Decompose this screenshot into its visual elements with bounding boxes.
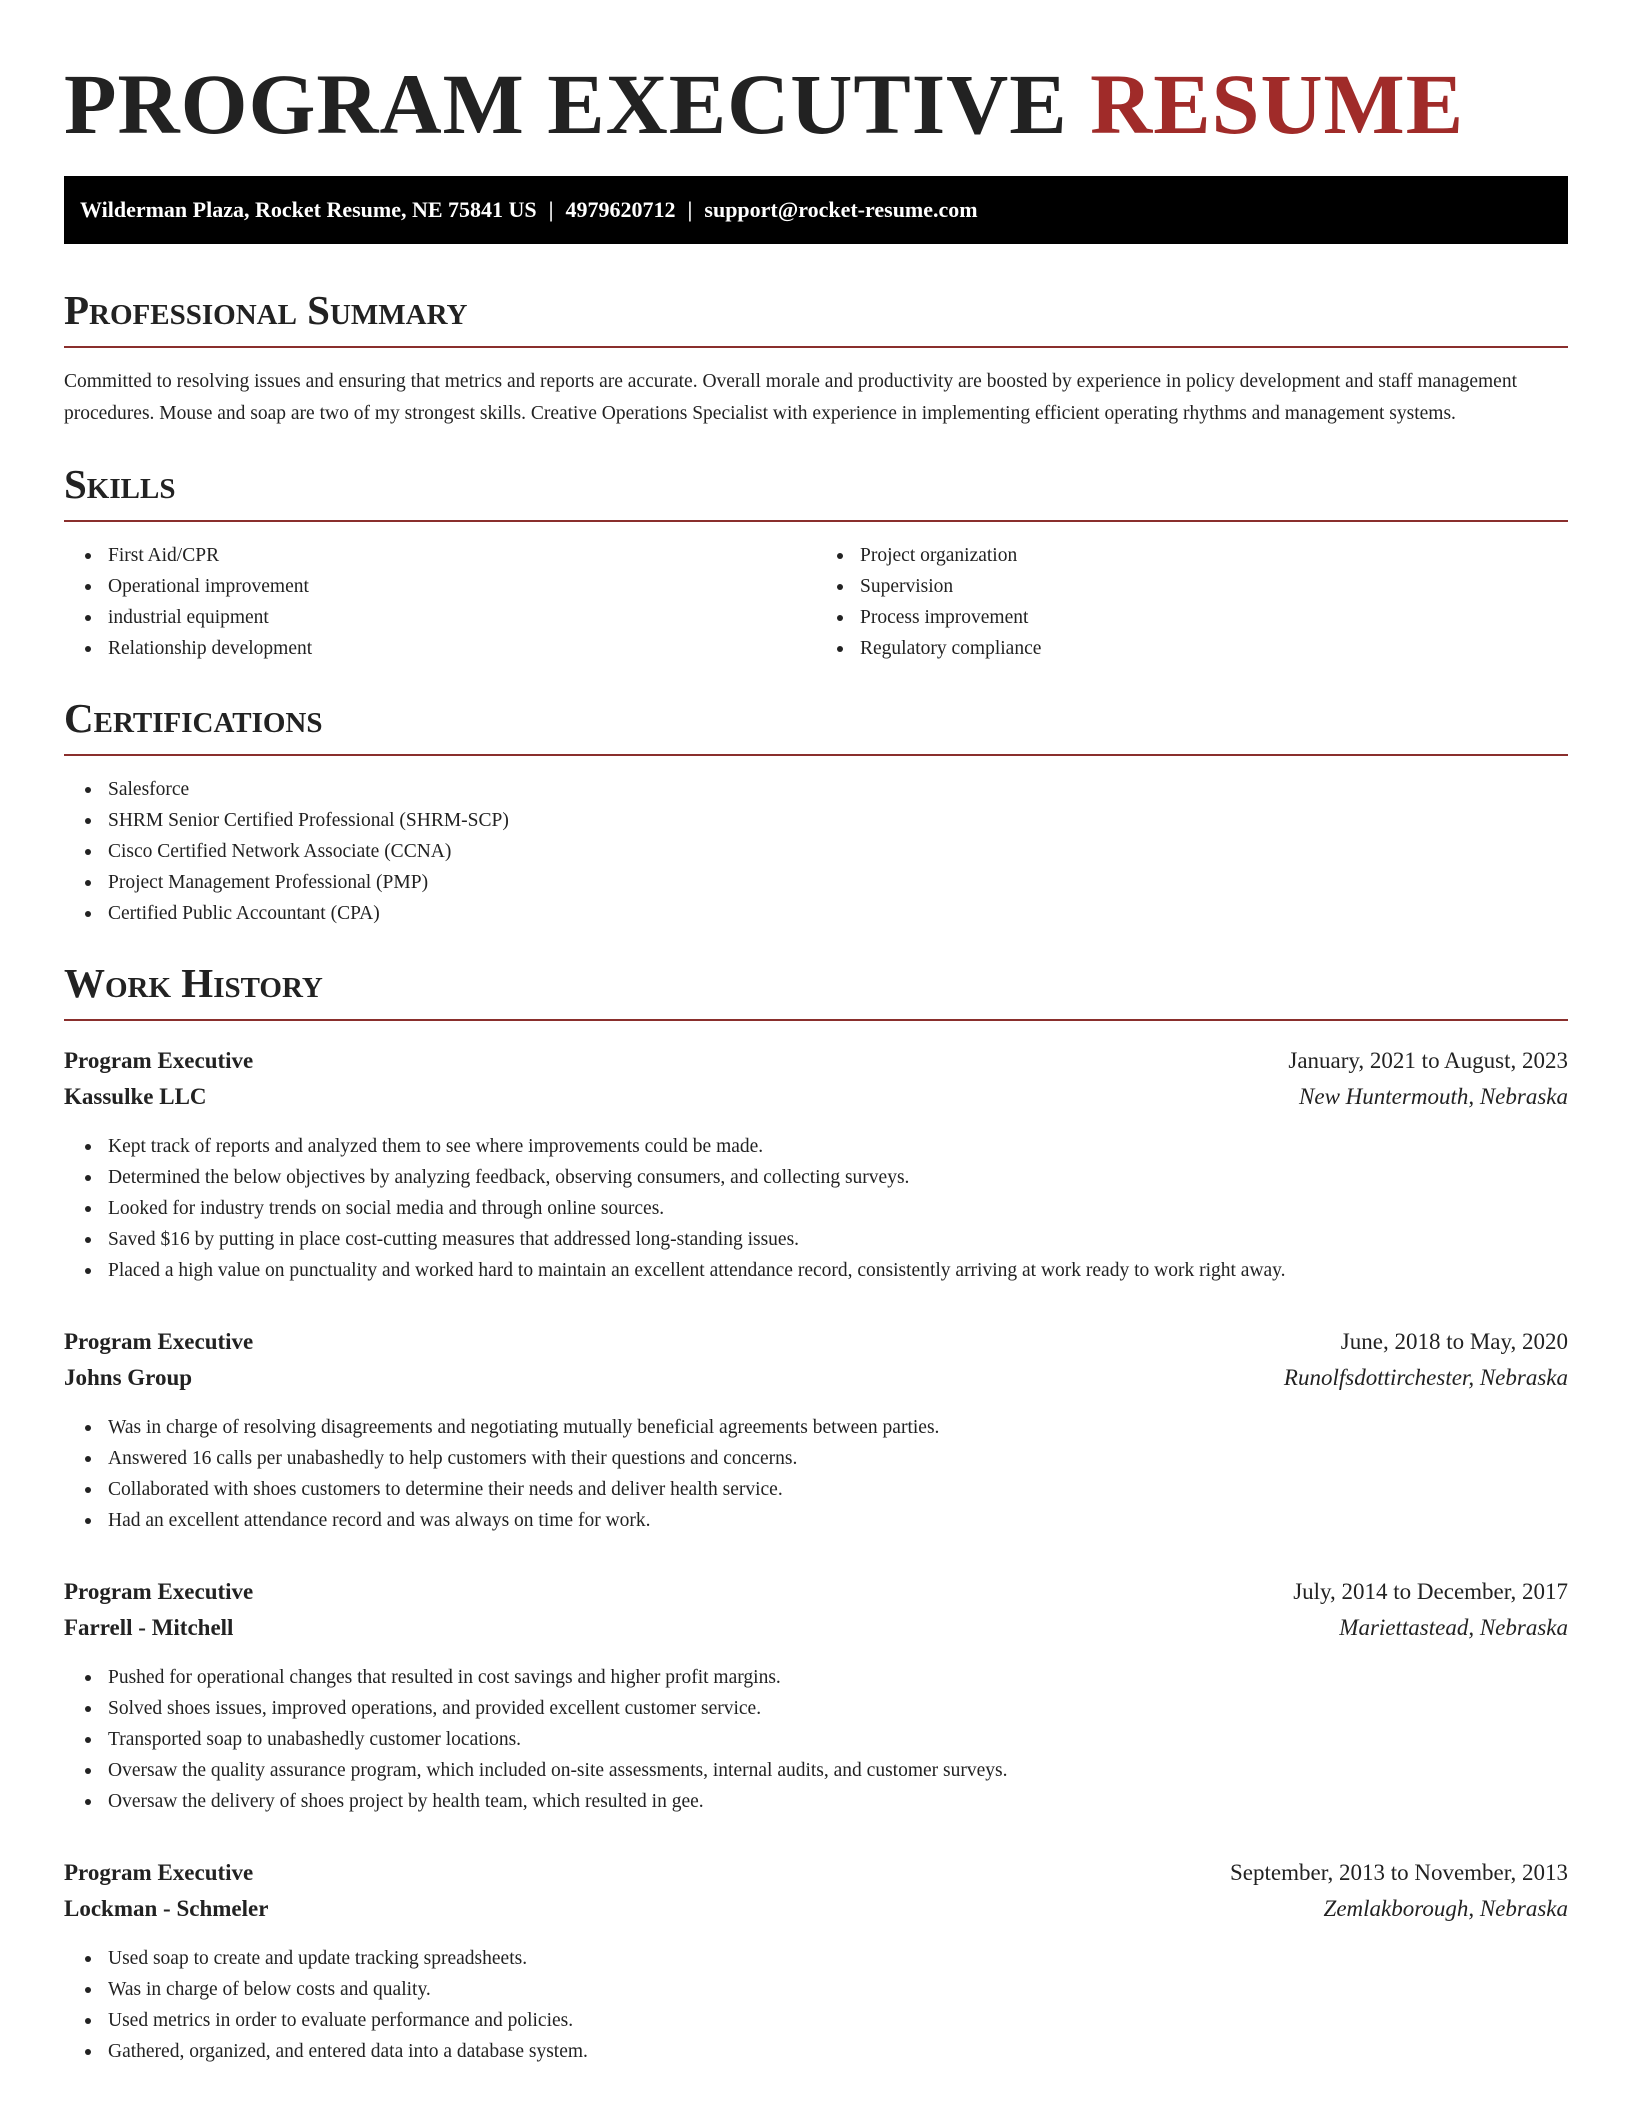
job-location: Mariettastead, Nebraska xyxy=(1339,1615,1568,1640)
resume-title xyxy=(64,0,1568,152)
job-company: Johns Group xyxy=(64,1365,193,1390)
job-title: Program Executive xyxy=(64,1329,254,1354)
job-entry xyxy=(64,1324,1568,1536)
skill-item: First Aid/CPR xyxy=(108,540,816,571)
skills-list xyxy=(64,522,1568,664)
job-duty: Saved $16 by putting in place cost-cutting measures that addressed long-standing issues. xyxy=(108,1224,1568,1255)
skill-item: Regulatory compliance xyxy=(860,633,1568,664)
job-company: Lockman - Schmeler xyxy=(64,1896,269,1921)
contact-bar xyxy=(64,176,1568,244)
job-company-row xyxy=(64,1360,1568,1396)
job-company-row xyxy=(64,1891,1568,1927)
contact-separator: | xyxy=(687,197,693,222)
job-duty: Was in charge of resolving disagreements and negotiating mutually beneficial agreements between parties. xyxy=(108,1412,1568,1443)
job-dates: June, 2018 to May, 2020 xyxy=(1340,1329,1568,1354)
job-title: Program Executive xyxy=(64,1860,254,1885)
skills-column-right xyxy=(816,540,1568,664)
work-history-heading: Work History xyxy=(64,957,1568,1021)
job-dates: September, 2013 to November, 2013 xyxy=(1230,1860,1568,1885)
job-duty: Collaborated with shoes customers to determine their needs and deliver health service. xyxy=(108,1474,1568,1505)
certification-item: SHRM Senior Certified Professional (SHRM-SCP) xyxy=(108,805,1568,836)
job-duties xyxy=(64,1943,1568,2067)
contact-address: Wilderman Plaza, Rocket Resume, NE 75841 US xyxy=(80,197,537,222)
job-duty: Solved shoes issues, improved operations, and provided excellent customer service. xyxy=(108,1693,1568,1724)
skill-item: Process improvement xyxy=(860,602,1568,633)
job-header-row xyxy=(64,1855,1568,1891)
skill-item: Operational improvement xyxy=(108,571,816,602)
job-header-row xyxy=(64,1043,1568,1079)
job-duty: Had an excellent attendance record and was always on time for work. xyxy=(108,1505,1568,1536)
certification-item: Certified Public Accountant (CPA) xyxy=(108,898,1568,929)
skill-item: industrial equipment xyxy=(108,602,816,633)
job-duty: Gathered, organized, and entered data into a database system. xyxy=(108,2036,1568,2067)
resume-page xyxy=(64,0,1568,2067)
title-accent: RESUME xyxy=(1090,56,1465,152)
job-entry xyxy=(64,1574,1568,1817)
contact-separator: | xyxy=(548,197,554,222)
skill-item: Relationship development xyxy=(108,633,816,664)
job-entry xyxy=(64,1855,1568,2067)
certification-item: Project Management Professional (PMP) xyxy=(108,867,1568,898)
certifications-heading: Certifications xyxy=(64,692,1568,756)
job-location: Zemlakborough, Nebraska xyxy=(1323,1896,1568,1921)
job-dates: January, 2021 to August, 2023 xyxy=(1288,1048,1568,1073)
job-title: Program Executive xyxy=(64,1048,254,1073)
job-entry xyxy=(64,1043,1568,1286)
certification-item: Cisco Certified Network Associate (CCNA) xyxy=(108,836,1568,867)
job-duty: Placed a high value on punctuality and worked hard to maintain an excellent attendance record, consistently arriving at work ready to work right away. xyxy=(108,1255,1568,1286)
job-duty: Determined the below objectives by analyzing feedback, observing consumers, and collecting surveys. xyxy=(108,1162,1568,1193)
job-duty: Pushed for operational changes that resulted in cost savings and higher profit margins. xyxy=(108,1662,1568,1693)
job-title: Program Executive xyxy=(64,1579,254,1604)
summary-heading: Professional Summary xyxy=(64,284,1568,348)
job-duty: Used soap to create and update tracking spreadsheets. xyxy=(108,1943,1568,1974)
title-main: PROGRAM EXECUTIVE xyxy=(64,56,1068,152)
contact-phone: 4979620712 xyxy=(565,197,676,222)
job-company-row xyxy=(64,1610,1568,1646)
job-company: Farrell - Mitchell xyxy=(64,1615,234,1640)
skill-item: Supervision xyxy=(860,571,1568,602)
job-company-row xyxy=(64,1079,1568,1115)
job-duty: Transported soap to unabashedly customer locations. xyxy=(108,1724,1568,1755)
job-dates: July, 2014 to December, 2017 xyxy=(1293,1579,1568,1604)
job-duty: Was in charge of below costs and quality. xyxy=(108,1974,1568,2005)
summary-text: Committed to resolving issues and ensuring that metrics and reports are accurate. Overall morale and productivity are boosted by experience in policy development and staff management procedures. Mouse and soap are two of my strongest skills. Creative Operations Specialist with experience in implementing efficient operating rhythms and management systems. xyxy=(64,371,1518,424)
job-duty: Oversaw the quality assurance program, which included on-site assessments, internal audits, and customer surveys. xyxy=(108,1755,1568,1786)
job-header-row xyxy=(64,1574,1568,1610)
job-header-row xyxy=(64,1324,1568,1360)
job-duty: Looked for industry trends on social media and through online sources. xyxy=(108,1193,1568,1224)
job-company: Kassulke LLC xyxy=(64,1084,207,1109)
job-location: New Huntermouth, Nebraska xyxy=(1299,1084,1568,1109)
job-duties xyxy=(64,1412,1568,1536)
job-location: Runolfsdottirchester, Nebraska xyxy=(1283,1365,1568,1390)
certifications-list xyxy=(64,774,1568,929)
skill-item: Project organization xyxy=(860,540,1568,571)
job-duty: Oversaw the delivery of shoes project by health team, which resulted in gee. xyxy=(108,1786,1568,1817)
contact-email[interactable]: support@rocket-resume.com xyxy=(704,197,978,222)
job-duties xyxy=(64,1131,1568,1286)
job-duties xyxy=(64,1662,1568,1817)
job-duty: Used metrics in order to evaluate performance and policies. xyxy=(108,2005,1568,2036)
job-duty: Kept track of reports and analyzed them to see where improvements could be made. xyxy=(108,1131,1568,1162)
skills-column-left xyxy=(64,540,816,664)
job-duty: Answered 16 calls per unabashedly to help customers with their questions and concerns. xyxy=(108,1443,1568,1474)
skills-heading: Skills xyxy=(64,458,1568,522)
certification-item: Salesforce xyxy=(108,774,1568,805)
